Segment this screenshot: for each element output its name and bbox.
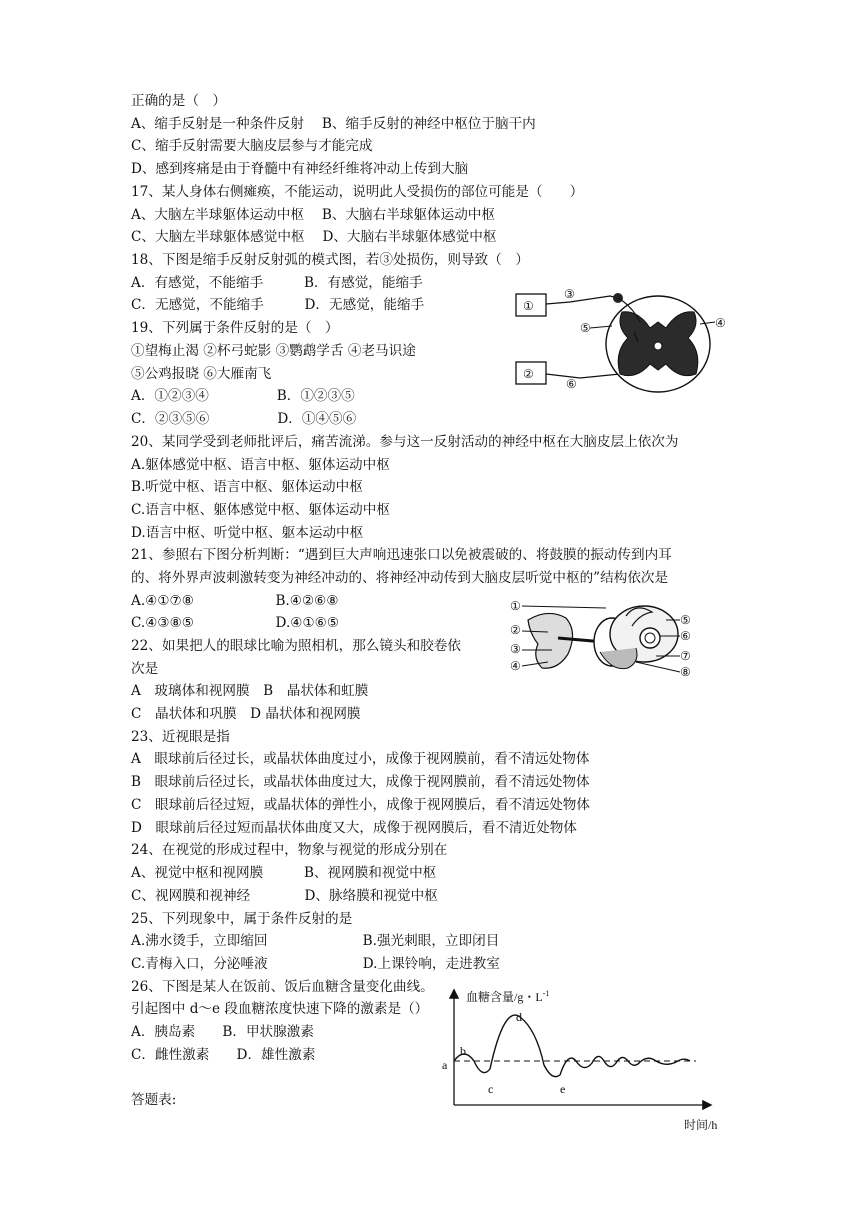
text-line: ⑤公鸡报晓 ⑥大雁南飞	[131, 366, 272, 382]
chart-xlabel: 时间/h	[684, 1118, 718, 1132]
text-line: A.④①⑦⑧ B.④②⑥⑧	[131, 593, 339, 609]
text-line: A、视觉中枢和视网膜 B、视网膜和视觉中枢	[131, 865, 437, 881]
text-line: A.沸水烫手，立即缩回 B.强光刺眼，立即闭目	[131, 933, 500, 949]
label-3: ③	[564, 287, 575, 301]
text-line: 24、在视觉的形成过程中，物象与视觉的形成分别在	[131, 842, 448, 858]
text-line: A、大脑左半球躯体运动中枢 B、大脑右半球躯体运动中枢	[131, 207, 495, 223]
text-line: A 眼球前后径过长，或晶状体曲度过小，成像于视网膜前，看不清远处物体	[131, 751, 590, 767]
ear-label-4: ④	[510, 659, 521, 673]
text-line: D.语言中枢、听觉中枢、躯本运动中枢	[131, 525, 364, 541]
ear-label-8: ⑧	[680, 665, 691, 679]
cochlea	[640, 628, 660, 648]
ear-label-1: ①	[510, 599, 521, 613]
text-line: 22、如果把人的眼球比喻为照相机，那么镜头和胶卷依	[131, 638, 461, 654]
ear-label-3: ③	[510, 642, 521, 656]
text-line: A.躯体感觉中枢、语言中枢、躯体运动中枢	[131, 457, 390, 473]
text-line: ①望梅止渴 ②杯弓蛇影 ③鹦鹉学舌 ④老马识途	[131, 343, 416, 359]
point-d: d	[516, 1010, 522, 1024]
text-line: 26、下图是某人在饭前、饭后血糖含量变化曲线。	[131, 979, 434, 995]
text-line: C、视网膜和视神经 D、脉络膜和视觉中枢	[131, 888, 438, 904]
text-line: A 玻璃体和视网膜 B 晶状体和虹膜	[131, 683, 369, 699]
text-line: 21、参照右下图分析判断：“遇到巨大声响迅速张口以免被震破的、将鼓膜的振动传到内耳	[131, 547, 672, 563]
text-line: 20、某同学受到老师批评后，痛苦流涕。参与这一反射活动的神经中枢在大脑皮层上依次为	[131, 434, 679, 450]
text-line: B 眼球前后径过长，或晶状体曲度过大，成像于视网膜前，看不清远处物体	[131, 774, 590, 790]
text-line: 答题表:	[131, 1092, 177, 1108]
blood-sugar-chart	[436, 985, 736, 1135]
text-line: C．无感觉，不能缩手 D．无感觉，能缩手	[131, 297, 425, 313]
text-line: C、缩手反射需要大脑皮层参与才能完成	[131, 138, 373, 154]
text-line: B.听觉中枢、语言中枢、躯体运动中枢	[131, 479, 363, 495]
text-line: 18、下图是缩手反射反射弧的模式图，若③处损伤，则导致（ ）	[131, 252, 529, 268]
text-line: C．②③⑤⑥ D．①④⑤⑥	[131, 411, 357, 427]
text-line: D、感到疼痛是由于脊髓中有神经纤维将冲动上传到大脑	[131, 161, 469, 177]
text-line: A．①②③④ B．①②③⑤	[131, 388, 355, 404]
ear-label-2: ②	[510, 623, 521, 637]
text-line: 19、下列属于条件反射的是（ ）	[131, 320, 339, 336]
receptor-label: ①	[523, 299, 534, 313]
ganglion	[613, 293, 623, 303]
reflex-arc-diagram	[510, 282, 730, 400]
sugar-curve	[454, 1015, 690, 1077]
label-5: ⑤	[580, 321, 591, 335]
point-a: a	[442, 1058, 448, 1072]
afferent-nerve	[546, 296, 618, 304]
svg-text:⑥: ⑥	[566, 377, 577, 391]
ear-structure-diagram	[508, 598, 708, 682]
text-line: 23、近视眼是指	[131, 729, 230, 745]
text-line: 正确的是（ ）	[131, 93, 227, 109]
text-line: C.青梅入口，分泌唾液 D.上课铃响，走进教室	[131, 956, 500, 972]
text-line: C 晶状体和巩膜 D 晶状体和视网膜	[131, 706, 361, 722]
text-line: 引起图中 d～e 段血糖浓度快速下降的激素是（）	[131, 1001, 429, 1017]
text-line: 的、将外界声波刺激转变为神经冲动的、将神经冲动传到大脑皮层听觉中枢的”结构依次是	[131, 570, 669, 586]
central-canal	[654, 342, 662, 350]
ear-label-7: ⑦	[680, 649, 691, 663]
point-b: b	[460, 1044, 466, 1058]
label-4: ④	[715, 316, 726, 330]
point-e: e	[560, 1082, 566, 1096]
effector-label: ②	[523, 367, 534, 381]
text-line: C、大脑左半球躯体感觉中枢 D、大脑右半球躯体感觉中枢	[131, 229, 497, 245]
text-line: C．雌性激素 D．雄性激素	[131, 1047, 316, 1063]
text-line: A、缩手反射是一种条件反射 B、缩手反射的神经中枢位于脑干内	[131, 116, 536, 132]
text-line: C 眼球前后径过短，或晶状体的弹性小，成像于视网膜后，看不清远处物体	[131, 797, 590, 813]
chart-ylabel: 血糖含量/g・$L^{-1}$	[466, 989, 550, 1004]
ear-label-6: ⑥	[680, 629, 691, 643]
text-line: 17、某人身体右侧瘫痪，不能运动，说明此人受损伤的部位可能是（ ）	[131, 184, 584, 200]
point-c: c	[488, 1082, 494, 1096]
text-line: C.语言中枢、躯体感觉中枢、躯体运动中枢	[131, 502, 390, 518]
text-line: 25、下列现象中，属于条件反射的是	[131, 911, 353, 927]
text-line: A．有感觉，不能缩手 B．有感觉，能缩手	[131, 275, 423, 291]
ear-label-5: ⑤	[680, 613, 691, 627]
outer-ear	[528, 613, 573, 668]
text-line: D 眼球前后径过短而晶状体曲度又大，成像于视网膜后，看不清近处物体	[131, 820, 577, 836]
text-line: A．胰岛素 B．甲状腺激素	[131, 1024, 314, 1040]
text-line: C.④③⑧⑤ D.④①⑥⑤	[131, 615, 340, 631]
text-line: 次是	[131, 661, 159, 677]
